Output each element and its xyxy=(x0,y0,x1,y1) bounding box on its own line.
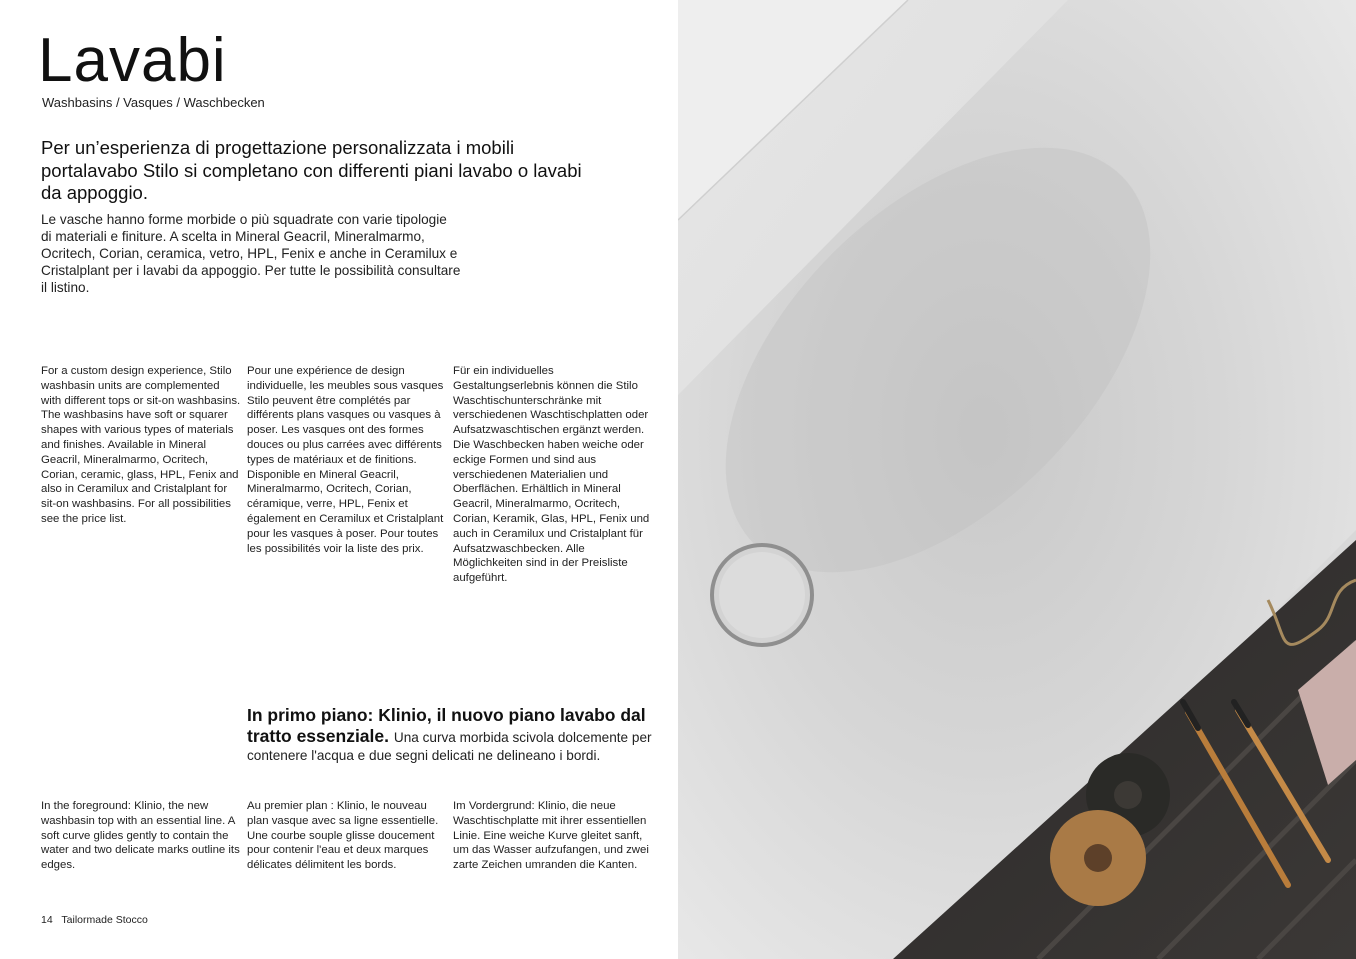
page-subtitle: Washbasins / Vasques / Waschbecken xyxy=(42,95,265,110)
french-text-top: Pour une expérience de design individuelle, les meubles sous vasques Stilo peuvent être complétés par différents plans vasques ou vasques à poser. Les vasques ont des formes douces ou plus carrées avec différents types de matériaux et de finitions. Disponible en Mineral Geacril, Mineralmarmo, Ocritech, Corian, céramique, verre, HPL, Fenix et également en Ceramilux et Cristalplant pour les vasques à poser. Pour toutes les possibilités voir la liste des prix. xyxy=(247,365,444,555)
washbasin-illustration xyxy=(678,0,1356,959)
feature-title: In primo piano: Klinio, il nuovo piano lavabo dal tratto essenziale. xyxy=(247,705,646,746)
page-footer xyxy=(41,914,154,926)
feature-body: Una curva morbida scivola dolcemente per contenere l'acqua e due segni delicati ne delineano i bordi. xyxy=(247,730,652,763)
lead-paragraph: Per un’esperienza di progettazione personalizzata i mobili portalavabo Stilo si completano con differenti piani lavabo o lavabi da appoggio. xyxy=(41,137,582,203)
feature-paragraph xyxy=(247,705,667,765)
intro-paragraph: Le vasche hanno forme morbide o più squadrate con varie tipologie di materiali e finiture. A scelta in Mineral Geacril, Mineralmarmo, Ocritech, Corian, ceramica, vetro, HPL, Fenix e anche in Ceramilux e Cristalplant per i lavabi da appoggio. Per tutte le possibilità consultare il listino. xyxy=(41,212,461,295)
washbasin-photo xyxy=(678,0,1356,959)
english-text-bottom: In the foreground: Klinio, the new washbasin top with an essential line. A soft curve glides gently to contain the water and two delicate marks outline its edges. xyxy=(41,800,240,872)
german-text-bottom: Im Vordergrund: Klinio, die neue Waschtischplatte mit ihrer essentiellen Linie. Eine weiche Kurve gleitet sanft, um das Wasser aufzufangen, und zwei zarte Zeichen umranden die Kanten. xyxy=(453,800,649,872)
drain xyxy=(712,545,812,645)
english-text-top: For a custom design experience, Stilo washbasin units are complemented with different tops or sit-on washbasins. The washbasins have soft or squarer shapes with various types of materials and finishes. Available in Mineral Geacril, Mineralmarmo, Ocritech, Corian, ceramic, glass, HPL, Fenix and also in Ceramilux and Cristalplant for sit-on washbasins. For all possibilities see the price list. xyxy=(41,365,241,525)
french-text-bottom: Au premier plan : Klinio, le nouveau plan vasque avec sa ligne essentielle. Une courbe souple glisse doucement pour contenir l'eau et deux marques délicates délimitent les bords. xyxy=(247,800,439,872)
page-number: 14 xyxy=(41,914,53,926)
german-text-top: Für ein individuelles Gestaltungserlebnis können die Stilo Waschtischunterschränke mit verschiedenen Waschtischplatten oder Aufsatzwaschtischen ergänzt werden. Die Waschbecken haben weiche oder eckige Formen und sind aus verschiedenen Materialien und Oberflächen. Erhältlich in Mineral Geacril, Mineralmarmo, Ocritech, Corian, Keramik, Glas, HPL, Fenix und auch in Ceramilux und Cristalplant für Aufsatzwaschbecken. Alle Möglichkeiten sind in der Preisliste aufgeführt. xyxy=(453,365,650,585)
beige-ring xyxy=(1050,810,1146,906)
page-title: Lavabi xyxy=(38,26,227,95)
footer-brand: Tailormade Stocco xyxy=(61,914,148,926)
